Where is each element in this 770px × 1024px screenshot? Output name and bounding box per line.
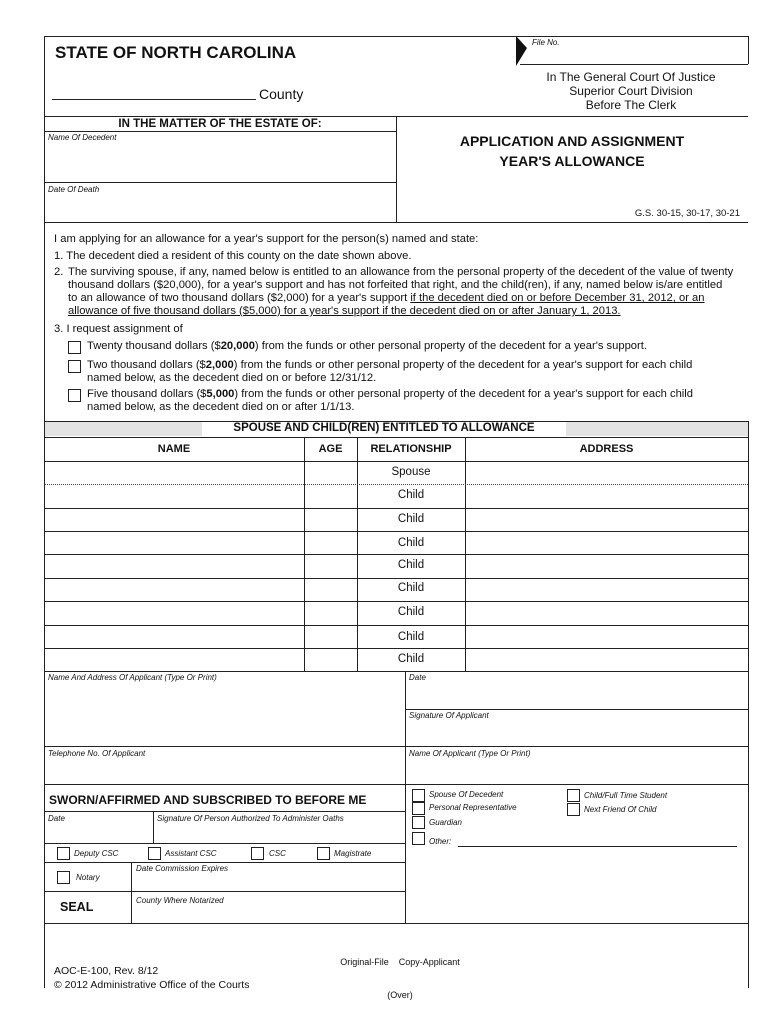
item-2-line-4: allowance of five thousand dollars ($5,000) for a year's support if the decedent died on or after January 1, 2013. [68, 305, 621, 317]
relationship-cell: Child [397, 559, 425, 571]
notary-label: Notary [76, 873, 100, 882]
option-20000-text [87, 340, 647, 353]
over-note: (Over) [387, 990, 413, 1000]
spouse-label: Spouse Of Decedent [429, 790, 504, 799]
item-2 [68, 266, 748, 318]
relationship-cell: Child [397, 631, 425, 643]
relationship-cell: Child [397, 582, 425, 594]
applicant-name-address-label: Name And Address Of Applicant (Type Or Print) [48, 673, 217, 682]
option-20000-checkbox[interactable] [68, 341, 81, 354]
doc-title-line-1: APPLICATION AND ASSIGNMENT [459, 133, 685, 149]
option-2000-c: ) from the funds or other personal property of the decedent for a year's support for each child [233, 359, 693, 371]
item-2-line-1: The surviving spouse, if any, named below is entitled to an allowance from the personal property of the decedent of the value of twenty [68, 266, 734, 278]
other-label: Other: [429, 837, 452, 846]
option-2000-checkbox[interactable] [68, 360, 81, 373]
option-5000-a: Five thousand dollars ($ [87, 388, 207, 400]
personal-rep-label: Personal Representative [429, 803, 517, 812]
sworn-date-field[interactable] [48, 826, 148, 840]
col-header-relationship: RELATIONSHIP [370, 443, 452, 455]
csc-checkbox[interactable] [251, 847, 264, 860]
deputy-csc-label: Deputy CSC [74, 849, 119, 858]
applicant-print-name-field[interactable] [409, 761, 744, 781]
date-of-death-field[interactable] [48, 197, 392, 219]
child-student-checkbox[interactable] [567, 789, 580, 802]
table-title-shade-right [566, 422, 748, 436]
magistrate-checkbox[interactable] [317, 847, 330, 860]
court-info [516, 70, 746, 112]
option-5000-d: named below, as the decedent died on or after 1/1/13. [87, 401, 355, 413]
option-20000-amount: 20,000 [220, 340, 255, 352]
phone-label: Telephone No. Of Applicant [48, 749, 146, 758]
statute-ref: G.S. 30-15, 30-17, 30-21 [634, 208, 740, 219]
option-5000-checkbox[interactable] [68, 389, 81, 402]
footer-copies [300, 935, 500, 1012]
deputy-csc-checkbox[interactable] [57, 847, 70, 860]
item-2-number: 2. [54, 266, 64, 278]
col-header-age: AGE [318, 443, 343, 455]
signature-applicant-label: Signature Of Applicant [409, 711, 489, 720]
option-20000-a: Twenty thousand dollars ($ [87, 340, 221, 352]
decedent-name-field[interactable] [48, 146, 392, 178]
col-header-name: NAME [157, 443, 191, 455]
item-3: 3. I request assignment of [54, 323, 183, 335]
authorized-signature-field[interactable] [157, 826, 401, 840]
relationship-cell: Child [397, 606, 425, 618]
file-no-label: File No. [532, 38, 560, 47]
sworn-title: SWORN/AFFIRMED AND SUBSCRIBED TO BEFORE ME [49, 793, 367, 807]
option-2000-d: named below, as the decedent died on or before 12/31/12. [87, 372, 377, 384]
date-of-death-label: Date Of Death [48, 185, 100, 194]
other-checkbox[interactable] [412, 832, 425, 845]
court-line-2: Superior Court Division [569, 84, 693, 98]
assistant-csc-checkbox[interactable] [148, 847, 161, 860]
next-friend-label: Next Friend Of Child [584, 805, 657, 814]
signature-applicant-field[interactable] [409, 723, 744, 745]
court-line-1: In The General Court Of Justice [546, 70, 716, 84]
option-2000-amount: 2,000 [205, 359, 234, 371]
option-2000-a: Two thousand dollars ($ [87, 359, 206, 371]
county-field[interactable] [52, 99, 256, 100]
spouse-checkbox[interactable] [412, 789, 425, 802]
relationship-cell: Child [397, 537, 425, 549]
relationship-cell: Child [397, 653, 425, 665]
copies-distribution: Original-File Copy-Applicant [340, 957, 460, 967]
item-2-line-2: thousand dollars ($20,000), for a year's support and has not forfeited that right, and the child(ren), if any, named below is/are entitled [68, 279, 723, 291]
csc-label: CSC [269, 849, 286, 858]
item-1: 1. The decedent died a resident of this county on the date shown above. [54, 250, 412, 262]
item-2-line-3a: to an allowance of two thousand dollars ($2,000) for a year's support [68, 292, 411, 304]
option-5000-c: ) from the funds or other personal property of the decedent for a year's support for each child [234, 388, 693, 400]
county-notarized-field[interactable] [136, 908, 401, 920]
county-label: County [259, 86, 304, 102]
form-number: AOC-E-100, Rev. 8/12 [54, 965, 159, 977]
decedent-name-label: Name Of Decedent [48, 133, 117, 142]
authorized-signature-label: Signature Of Person Authorized To Administer Oaths [157, 814, 344, 823]
personal-rep-checkbox[interactable] [412, 802, 425, 815]
assistant-csc-label: Assistant CSC [165, 849, 217, 858]
option-5000-amount: 5,000 [206, 388, 235, 400]
item-2-line-3b: if the decedent died on or before December 31, 2012, or an [410, 292, 705, 304]
doc-title [396, 131, 748, 171]
applicant-name-address-field[interactable] [48, 685, 400, 743]
table-title: SPOUSE AND CHILD(REN) ENTITLED TO ALLOWANCE [233, 422, 535, 434]
relationship-cell: Spouse [391, 466, 431, 478]
copyright: © 2012 Administrative Office of the Courts [54, 979, 250, 991]
option-5000-text [87, 388, 693, 414]
notary-checkbox[interactable] [57, 871, 70, 884]
item-2-line-3 [68, 292, 748, 305]
col-header-address: ADDRESS [579, 443, 634, 455]
option-20000-c: ) from the funds or other personal property of the decedent for a year's support. [254, 340, 647, 352]
sworn-date-label: Date [48, 814, 65, 823]
seal-label: SEAL [60, 900, 94, 914]
estate-heading: IN THE MATTER OF THE ESTATE OF: [118, 118, 322, 130]
guardian-checkbox[interactable] [412, 816, 425, 829]
relationship-cell: Child [397, 489, 425, 501]
phone-field[interactable] [48, 761, 400, 781]
county-notarized-label: County Where Notarized [136, 896, 224, 905]
file-no-arrow-icon [516, 36, 528, 70]
state-title: STATE OF NORTH CAROLINA [55, 43, 297, 62]
commission-expires-field[interactable] [136, 876, 401, 888]
date-label: Date [409, 673, 426, 682]
applicant-print-name-label: Name Of Applicant (Type Or Print) [409, 749, 531, 758]
date-field[interactable] [409, 685, 744, 705]
court-line-3: Before The Clerk [585, 98, 677, 112]
other-field[interactable] [458, 846, 737, 847]
relationship-cell: Child [397, 513, 425, 525]
magistrate-label: Magistrate [334, 849, 372, 858]
next-friend-checkbox[interactable] [567, 803, 580, 816]
commission-expires-label: Date Commission Expires [136, 864, 229, 873]
intro-text: I am applying for an allowance for a year's support for the person(s) named and state: [54, 233, 479, 245]
guardian-label: Guardian [429, 818, 462, 827]
option-2000-text [87, 359, 692, 385]
doc-title-line-2: YEAR'S ALLOWANCE [499, 153, 645, 169]
table-title-shade-left [45, 422, 202, 436]
child-student-label: Child/Full Time Student [584, 791, 668, 800]
